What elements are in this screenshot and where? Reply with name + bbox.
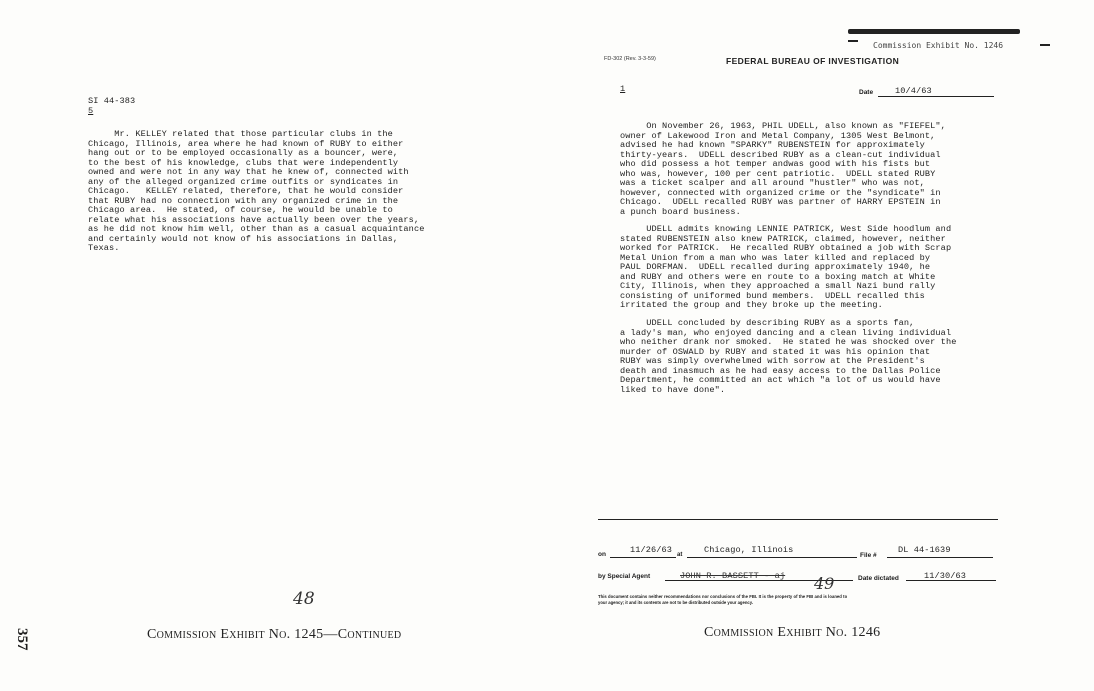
- text-line: Chicago. UDELL recalled RUBY was partner of HARRY EPSTEIN in: [620, 197, 941, 207]
- text-line: UDELL admits knowing LENNIE PATRICK, West Side hoodlum and: [620, 224, 952, 234]
- text-line: owner of Lakewood Iron and Metal Company, 1305 West Belmont,: [620, 130, 936, 141]
- text-line: Chicago, Illinois, area where he had known of RUBY to either: [88, 138, 404, 149]
- location: Chicago, Illinois: [704, 545, 794, 555]
- date-value: 10/4/63: [895, 86, 932, 96]
- at-label: at: [677, 552, 683, 558]
- text-line: stated RUBENSTEIN also knew PATRICK, claimed, however, neither: [620, 233, 946, 244]
- left-handwritten-page-number: 48: [293, 589, 315, 609]
- text-line: owned and were not in any way that he knew of, connected with: [88, 167, 409, 177]
- text-line: who did possess a hot temper andwas good with his fists but: [620, 159, 931, 169]
- text-line: advised he had known "SPARKY" RUBENSTEIN for approximately: [620, 140, 925, 150]
- text-line: City, Illinois, when they approached a small Nazi bund rally: [620, 281, 936, 291]
- text-line: Chicago area. He stated, of course, he would be unable to: [88, 205, 393, 215]
- text-line: who neither drank nor smoked. He stated he was shocked over the: [620, 337, 957, 347]
- top-scan-bar: [848, 29, 1020, 34]
- on-label: on: [598, 551, 606, 558]
- text-line: and RUBY and others were en route to a boxing match at White: [620, 271, 936, 282]
- text-line: that RUBY had no connection with any organized crime in the: [88, 195, 399, 206]
- text-line: a punch board business.: [620, 206, 741, 217]
- text-line: however, connected with organized crime or the "syndicate" in: [620, 187, 941, 198]
- text-line: Chicago. KELLEY related, therefore, that he would consider: [88, 186, 404, 196]
- text-line: was a ticket scalper and all around "hustler" who was not,: [620, 178, 925, 188]
- dictated-date: 11/30/63: [924, 571, 967, 581]
- right-handwritten-page-number: 49: [814, 574, 835, 593]
- text-line: to the best of his knowledge, clubs that were independently: [88, 157, 399, 168]
- left-file-reference: SI 44-383: [88, 96, 136, 106]
- left-body-text: [88, 130, 468, 254]
- text-line: Metal Union from a man who was later killed and replaced by: [620, 252, 931, 263]
- right-paragraph-1: [620, 122, 1000, 217]
- text-line: murder of OSWALD by RUBY and stated it was his opinion that: [620, 346, 931, 357]
- text-line: a lady's man, who enjoyed dancing and a clean living individual: [620, 327, 952, 338]
- agent-label: by Special Agent: [598, 573, 651, 580]
- footer-disclaimer-line-2: your agency; it and its contents are not to be distributed outside your agency.: [598, 600, 753, 605]
- file-number: DL 44-1639: [898, 545, 951, 555]
- form-number: FD-302 (Rev. 3-3-59): [604, 56, 656, 62]
- text-line: RUBY was simply overwhelmed with sorrow at the President's: [620, 356, 925, 366]
- top-scan-mark-right: [1040, 44, 1050, 46]
- right-exhibit-caption: Commission Exhibit No. 1246: [704, 625, 881, 640]
- text-line: consisting of uniformed bund members. UDELL recalled this: [620, 290, 925, 301]
- text-line: Department, he committed an act which "a lot of us would have: [620, 375, 941, 385]
- text-line: death and inasmuch as he had easy access to the Dallas Police: [620, 365, 941, 376]
- left-exhibit-caption: Commission Exhibit No. 1245—Continued: [147, 627, 402, 642]
- footer-disclaimer-line-1: This document contains neither recommendations nor conclusions of the FBI. It is the property of the FBI and is loaned to: [598, 594, 848, 599]
- text-line: Mr. KELLEY related that those particular clubs in the: [88, 129, 393, 139]
- right-page-number: 1: [620, 84, 626, 94]
- agency-header: FEDERAL BUREAU OF INVESTIGATION: [726, 56, 900, 66]
- on-date-underline: [610, 557, 676, 558]
- text-line: PAUL DORFMAN. UDELL recalled during approximately 1940, he: [620, 262, 931, 272]
- footer-separator-line: [598, 519, 998, 520]
- dictated-label: Date dictated: [858, 575, 899, 582]
- date-label: Date: [859, 89, 874, 96]
- right-paragraph-3: [620, 319, 1000, 395]
- file-label: File #: [860, 552, 877, 559]
- location-underline: [687, 557, 857, 558]
- text-line: worked for PATRICK. He recalled RUBY obtained a job with Scrap: [620, 243, 952, 253]
- text-line: irritated the group and they broke up the meeting.: [620, 300, 883, 310]
- agent-name: JOHN R. BASSETT - aj: [680, 571, 786, 581]
- right-paragraph-2: [620, 225, 1000, 311]
- text-line: On November 26, 1963, PHIL UDELL, also known as "FIEFEL",: [620, 121, 946, 131]
- text-line: thirty-years. UDELL described RUBY as a clean-cut individual: [620, 149, 941, 160]
- text-line: who was, however, 100 per cent patriotic. UDELL stated RUBY: [620, 168, 936, 179]
- file-underline: [887, 557, 993, 558]
- on-date: 11/26/63: [630, 545, 673, 555]
- text-line: as he did not know him well, other than as a casual acquaintance: [88, 224, 425, 234]
- text-line: hang out or to be employed occasionally as a bouncer, were,: [88, 148, 399, 158]
- top-scan-mark-left: [848, 40, 858, 42]
- text-line: liked to have done".: [620, 384, 726, 395]
- text-line: Texas.: [88, 243, 120, 253]
- left-page-number: 5: [88, 106, 94, 116]
- text-line: relate what his associations have actually been over the years,: [88, 214, 420, 225]
- text-line: any of the alleged organized crime outfits or syndicates in: [88, 176, 399, 187]
- text-line: and certainly would not know of his associations in Dallas,: [88, 233, 399, 244]
- exhibit-stamp: Commission Exhibit No. 1246: [873, 41, 1004, 50]
- text-line: UDELL concluded by describing RUBY as a sports fan,: [620, 318, 915, 328]
- volume-page-number: 357: [14, 628, 30, 651]
